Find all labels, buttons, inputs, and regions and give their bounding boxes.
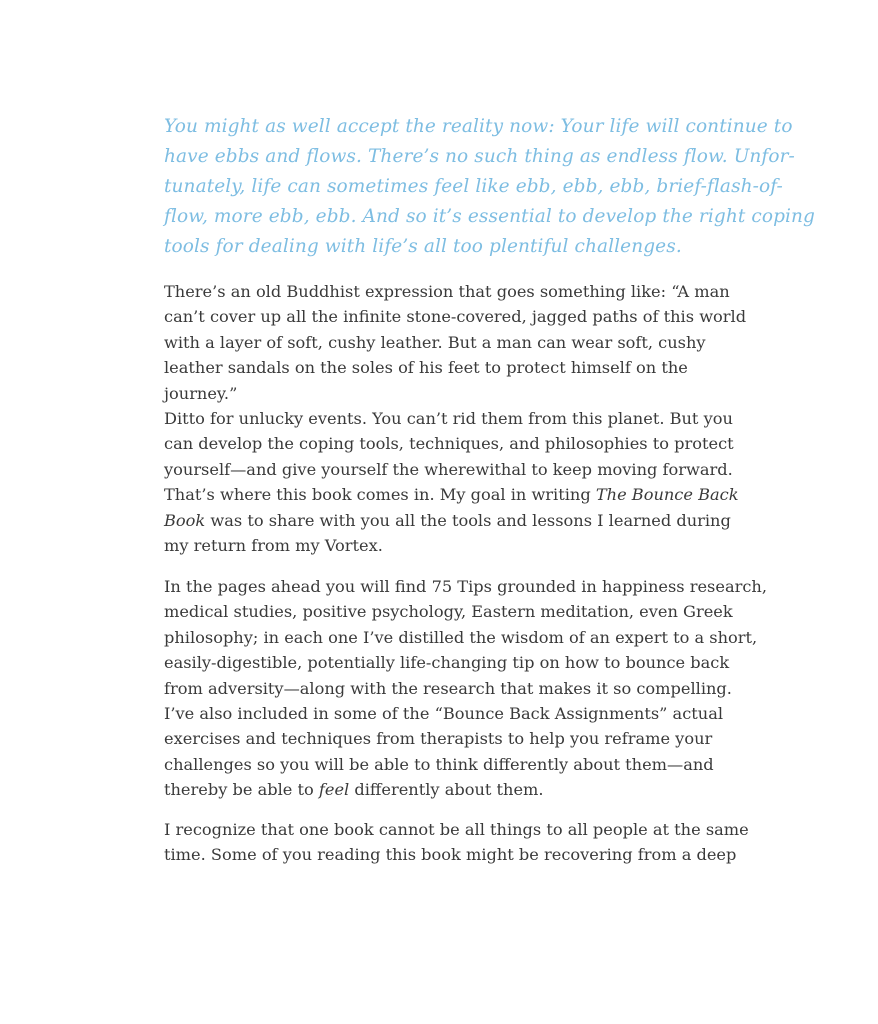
paragraph-one-book [164,817,814,868]
text-line: time. Some of you reading this book might be recovering from a deep [164,845,737,865]
text-line: from adversity—along with the research that makes it so compelling. [164,678,732,698]
text-line: exercises and techniques from therapists to help you reframe your [164,729,713,749]
text-segment: was to share with you all the tools and lessons I learned during [210,510,731,530]
text-line: easily-digestible, potentially life-changing tip on how to bounce back [164,653,730,673]
text-line: I recognize that one book cannot be all things to all people at the same [164,820,749,839]
pull-quote-line: tunately, life can sometimes feel like ebb, ebb, ebb, brief-flash-of- [164,176,783,197]
text-line [164,777,814,802]
text-line: medical studies, positive psychology, Eastern meditation, even Greek [164,602,733,622]
book-title-italic: Book [164,510,206,530]
pull-quote-line: You might as well accept the reality now: Your life will continue to [164,116,793,137]
text-line: Ditto for unlucky events. You can’t rid them from this planet. But you [164,409,733,429]
emphasis-italic: feel [318,780,350,800]
text-line: challenges so you will be able to think differently about them—and [164,754,714,774]
book-title-italic: The Bounce Back [595,485,739,505]
pull-quote-line: have ebbs and flows. There’s no such thing as endless flow. Unfor- [164,146,795,167]
text-line: There’s an old Buddhist expression that goes something like: “A man [164,282,730,301]
pull-quote [164,112,815,262]
text-line: leather sandals on the soles of his feet to protect himself on the [164,358,688,378]
pull-quote-line: flow, more ebb, ebb. And so it’s essential to develop the right coping [164,206,815,227]
pull-quote-line: tools for dealing with life’s all too plentiful challenges. [164,236,682,257]
text-line: with a layer of soft, cushy leather. But a man can wear soft, cushy [164,332,706,352]
text-line [164,508,814,533]
text-line: journey.” [164,383,238,403]
text-line: In the pages ahead you will find 75 Tips grounded in happiness research, [164,577,767,596]
text-segment: thereby be able to [164,780,314,800]
text-line: my return from my Vortex. [164,536,383,556]
text-segment: That’s where this book comes in. My goal in writing [164,485,591,505]
paragraph-buddhist-expression [164,279,814,558]
text-segment: differently about them. [354,780,544,800]
text-line: I’ve also included in some of the “Bounce Back Assignments” actual [164,704,724,724]
paragraph-75-tips [164,574,814,803]
text-line [164,482,814,507]
text-line: yourself—and give yourself the wherewithal to keep moving forward. [164,459,733,479]
text-line: philosophy; in each one I’ve distilled the wisdom of an expert to a short, [164,627,758,647]
text-line: can’t cover up all the infinite stone-covered, jagged paths of this world [164,307,747,327]
text-line: can develop the coping tools, techniques, and philosophies to protect [164,434,734,454]
